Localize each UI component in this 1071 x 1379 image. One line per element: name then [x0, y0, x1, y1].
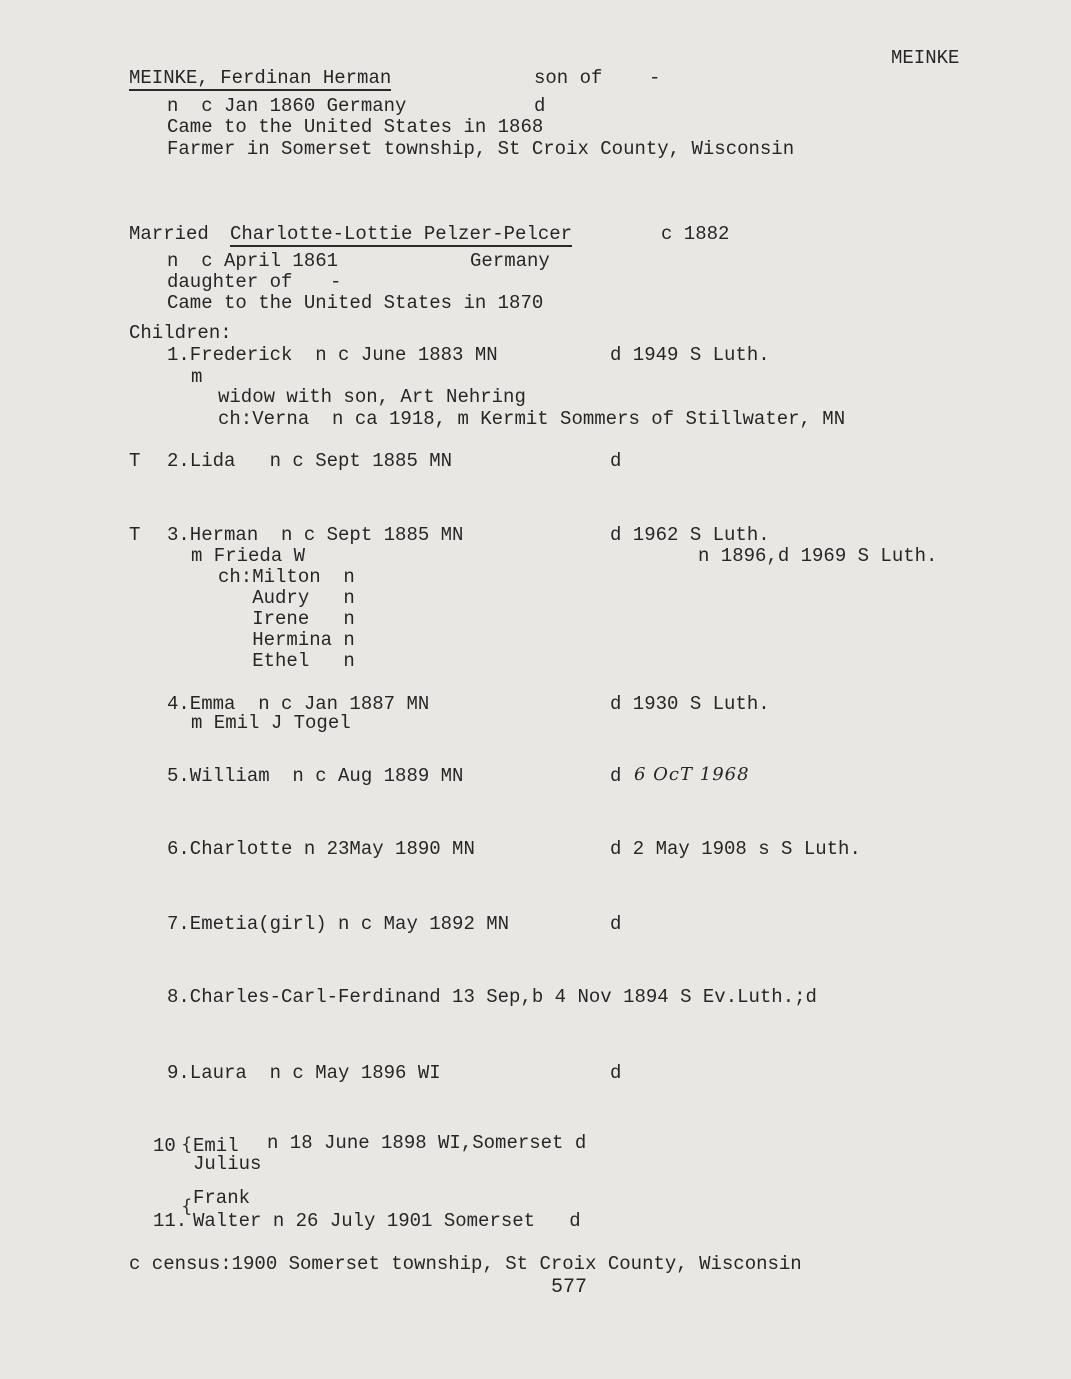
child-11-name-2: Walter n 26 July 1901 Somerset d: [193, 1210, 581, 1232]
spouse-birthplace: Germany: [470, 250, 550, 272]
child-2-name: 2.Lida n c Sept 1885 MN: [167, 450, 453, 472]
marriage-date: c 1882: [661, 223, 730, 245]
children-label: Children:: [129, 322, 232, 344]
child-11-name-1: Frank: [193, 1187, 251, 1209]
child-11-number: 11.: [153, 1210, 188, 1232]
child-4-death: d 1930 S Luth.: [610, 693, 770, 715]
census-note: c census:1900 Somerset township, St Croix County, Wisconsin: [129, 1253, 802, 1275]
child-3-grandchild: Irene n: [218, 608, 355, 630]
child-9-death: d: [610, 1062, 622, 1084]
head-birth: n c Jan 1860 Germany: [167, 95, 407, 117]
page-header-surname: MEINKE: [891, 47, 960, 69]
child-10-name-1: Emil: [193, 1135, 239, 1157]
child-10-birth: n 18 June 1898 WI,Somerset d: [267, 1132, 587, 1154]
child-3-spouse-dates: n 1896,d 1969 S Luth.: [698, 545, 938, 567]
child-7-name: 7.Emetia(girl) n c May 1892 MN: [167, 913, 510, 935]
child-6-name: 6.Charlotte n 23May 1890 MN: [167, 838, 475, 860]
spouse-name: Charlotte-Lottie Pelzer-Pelcer: [230, 223, 573, 245]
head-occupation: Farmer in Somerset township, St Croix County, Wisconsin: [167, 138, 795, 160]
head-immigration: Came to the United States in 1868: [167, 116, 544, 138]
spouse-immigration: Came to the United States in 1870: [167, 292, 544, 314]
head-son-of: son of: [534, 67, 603, 89]
spouse-daughter-of: daughter of: [167, 271, 293, 293]
child-3-mark: T: [129, 524, 141, 546]
child-6-death: d 2 May 1908 s S Luth.: [610, 838, 861, 860]
child-4-name: 4.Emma n c Jan 1887 MN: [167, 693, 430, 715]
child-5-name: 5.William n c Aug 1889 MN: [167, 765, 464, 787]
child-5-death: d: [610, 765, 622, 787]
spouse-birth: n c April 1861: [167, 250, 339, 272]
child-10-name-2: Julius: [193, 1153, 262, 1175]
head-death: d: [534, 95, 546, 117]
child-1-spouse-note: widow with son, Art Nehring: [218, 386, 526, 408]
child-3-grandchild: ch:Milton n: [218, 566, 355, 588]
child-4-spouse: m Emil J Togel: [191, 712, 351, 734]
name-brace-icon: {: [181, 1196, 193, 1217]
child-7-death: d: [610, 913, 622, 935]
child-1-name: 1.Frederick n c June 1883 MN: [167, 344, 498, 366]
child-1-death: d 1949 S Luth.: [610, 344, 770, 366]
child-2-death: d: [610, 450, 622, 472]
child-3-spouse: m Frieda W: [191, 545, 306, 567]
child-10-number: 10: [153, 1135, 176, 1157]
child-8-name: 8.Charles-Carl-Ferdinand 13 Sep,b 4 Nov 1894 S Ev.Luth.;d: [167, 986, 817, 1008]
head-parent-dash: -: [649, 67, 661, 89]
spouse-parent-dash: -: [330, 271, 342, 293]
child-9-name: 9.Laura n c May 1896 WI: [167, 1062, 441, 1084]
child-3-grandchild: Ethel n: [218, 650, 355, 672]
child-1-married: m: [191, 366, 203, 388]
child-3-death: d 1962 S Luth.: [610, 524, 770, 546]
child-3-grandchild: Hermina n: [218, 629, 355, 651]
twin-brace-icon: {: [181, 1134, 193, 1155]
child-5-death-handwritten: 6 OcT 1968: [634, 764, 750, 785]
child-3-name: 3.Herman n c Sept 1885 MN: [167, 524, 464, 546]
page-number: 577: [551, 1276, 588, 1299]
child-3-grandchild: Audry n: [218, 587, 355, 609]
child-2-mark: T: [129, 450, 141, 472]
married-label: Married: [129, 223, 209, 245]
child-1-children: ch:Verna n ca 1918, m Kermit Sommers of Stillwater, MN: [218, 408, 846, 430]
head-name: MEINKE, Ferdinan Herman: [129, 67, 392, 89]
